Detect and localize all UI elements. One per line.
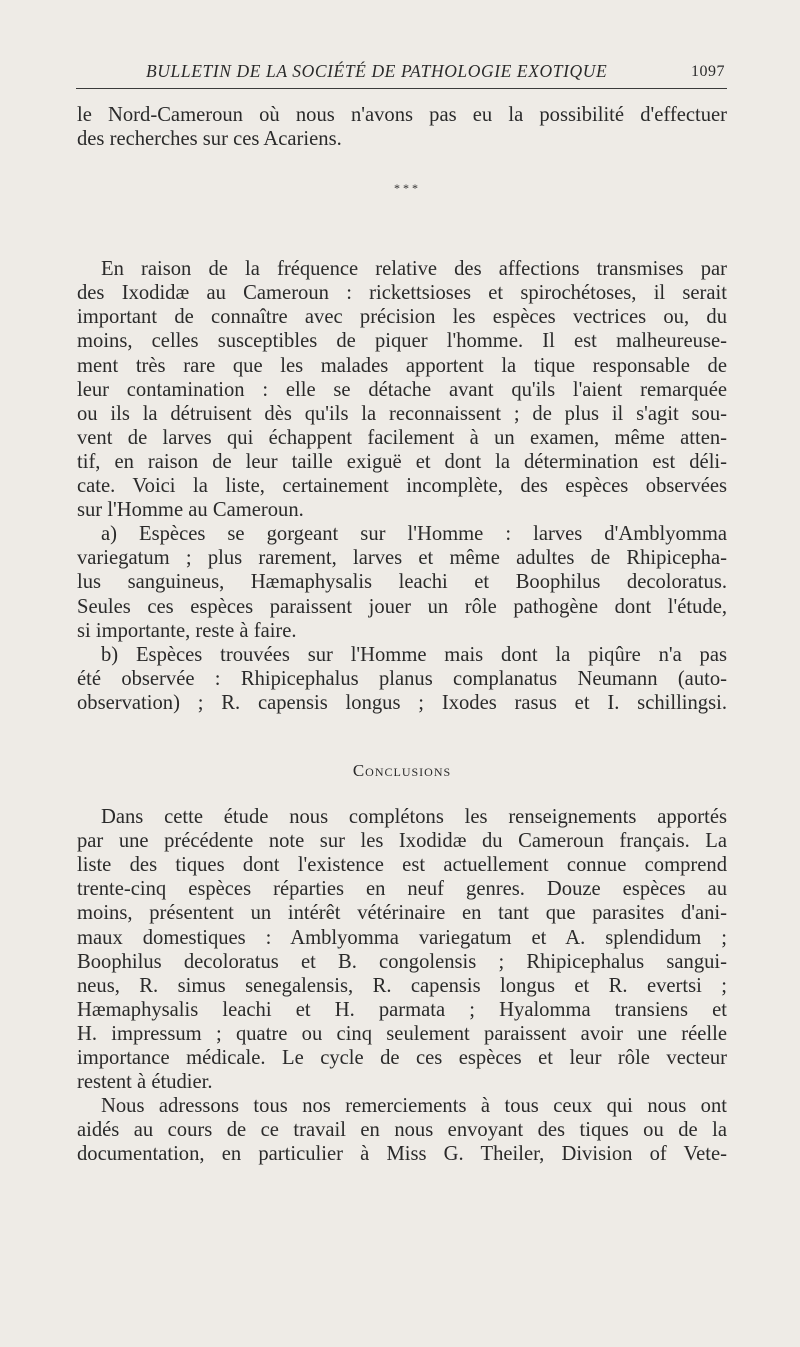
list-item-b: b) Espèces trouvées sur l'Homme mais dont la piqûre n'a pas (101, 643, 727, 666)
text-line: moins, présentent un intérêt vétérinaire en tant que parasites d'ani- (77, 902, 727, 925)
text-line: moins, celles susceptibles de piquer l'homme. Il est malheureuse- (77, 330, 727, 353)
page-header (76, 55, 727, 85)
text-line: liste des tiques dont l'existence est actuellement connue comprend (77, 854, 727, 877)
text-line (77, 281, 727, 305)
text-line: des recherches sur ces Acariens. (77, 128, 342, 151)
text-line: restent à étudier. (77, 1071, 213, 1094)
text-line: cate. Voici la liste, certainement incomplète, des espèces observées (77, 475, 727, 498)
text-line: observation) ; R. capensis longus ; Ixodes rasus et I. schillingsi. (77, 691, 727, 714)
text-line: neus, R. simus senegalensis, R. capensis longus et R. evertsi ; (77, 974, 727, 997)
text-line: H. impressum ; quatre ou cinq seulement paraissent avoir une réelle (77, 1022, 727, 1045)
text-line: vent de larves qui échappent facilement à un examen, même atten- (77, 426, 727, 449)
text-line: maux domestiques : Amblyomma variegatum et A. splendidum ; (77, 926, 727, 949)
text-line: si importante, reste à faire. (77, 619, 297, 642)
paragraph-first-line: Nous adressons tous nos remerciements à tous ceux qui nous ont (101, 1095, 727, 1118)
text-line: Seules ces espèces paraissent jouer un rôle pathogène dont l'étude, (77, 595, 727, 618)
text-line: le Nord-Cameroun où nous n'avons pas eu la possibilité d'effectuer (77, 104, 727, 126)
running-title: BULLETIN DE LA SOCIÉTÉ DE PATHOLOGIE EXOTIQUE (146, 61, 608, 81)
text-line: Hæmaphysalis leachi et H. parmata ; Hyalomma transiens et (77, 998, 727, 1021)
page-number: 1097 (691, 63, 725, 80)
page-body (77, 103, 727, 1166)
text-line: sur l'Homme au Cameroun. (77, 499, 304, 522)
text-line: variegatum ; plus rarement, larves et même adultes de Rhipicepha- (77, 547, 727, 570)
paragraph-first-line: En raison de la fréquence relative des affections transmises par (101, 258, 727, 281)
header-rule (76, 88, 727, 89)
text-line: importance médicale. Le cycle de ces espèces et leur rôle vecteur (77, 1047, 727, 1069)
text-line: Boophilus decoloratus et B. congolensis ; Rhipicephalus sangui- (77, 950, 727, 973)
text-line: documentation, en particulier à Miss G. Theiler, Division of Vete- (77, 1143, 727, 1166)
section-separator-stars: * * * (394, 181, 418, 196)
text-line: tif, en raison de leur taille exiguë et dont la détermination est déli- (77, 450, 727, 473)
text-line: aidés au cours de ce travail en nous envoyant des tiques ou de la (77, 1119, 727, 1142)
paragraph-first-line: Dans cette étude nous complétons les renseignements apportés (101, 806, 727, 829)
list-item-a: a) Espèces se gorgeant sur l'Homme : larves d'Amblyomma (101, 523, 727, 546)
text-line: été observée : Rhipicephalus planus complanatus Neumann (auto- (77, 667, 727, 690)
text-line: leur contamination : elle se détache avant qu'ils l'aient remarquée (77, 378, 727, 401)
text-line: important de connaître avec précision les espèces vectrices ou, du (77, 306, 727, 329)
text-line: ou ils la détruisent dès qu'ils la reconnaissent ; de plus il s'agit sou- (77, 402, 727, 425)
text-line: par une précédente note sur les Ixodidæ du Cameroun français. La (77, 830, 727, 853)
text-line: trente-cinq espèces réparties en neuf genres. Douze espèces au (77, 878, 727, 901)
text-segment: des Ixodidæ au Cameroun : rickettsioses et spirochétoses, il serait (77, 282, 727, 305)
text-line: lus sanguineus, Hæmaphysalis leachi et Boophilus decoloratus. (77, 571, 727, 594)
section-title: Conclusions (352, 760, 452, 780)
text-line: ment très rare que les malades apportent la tique responsable de (77, 354, 727, 377)
